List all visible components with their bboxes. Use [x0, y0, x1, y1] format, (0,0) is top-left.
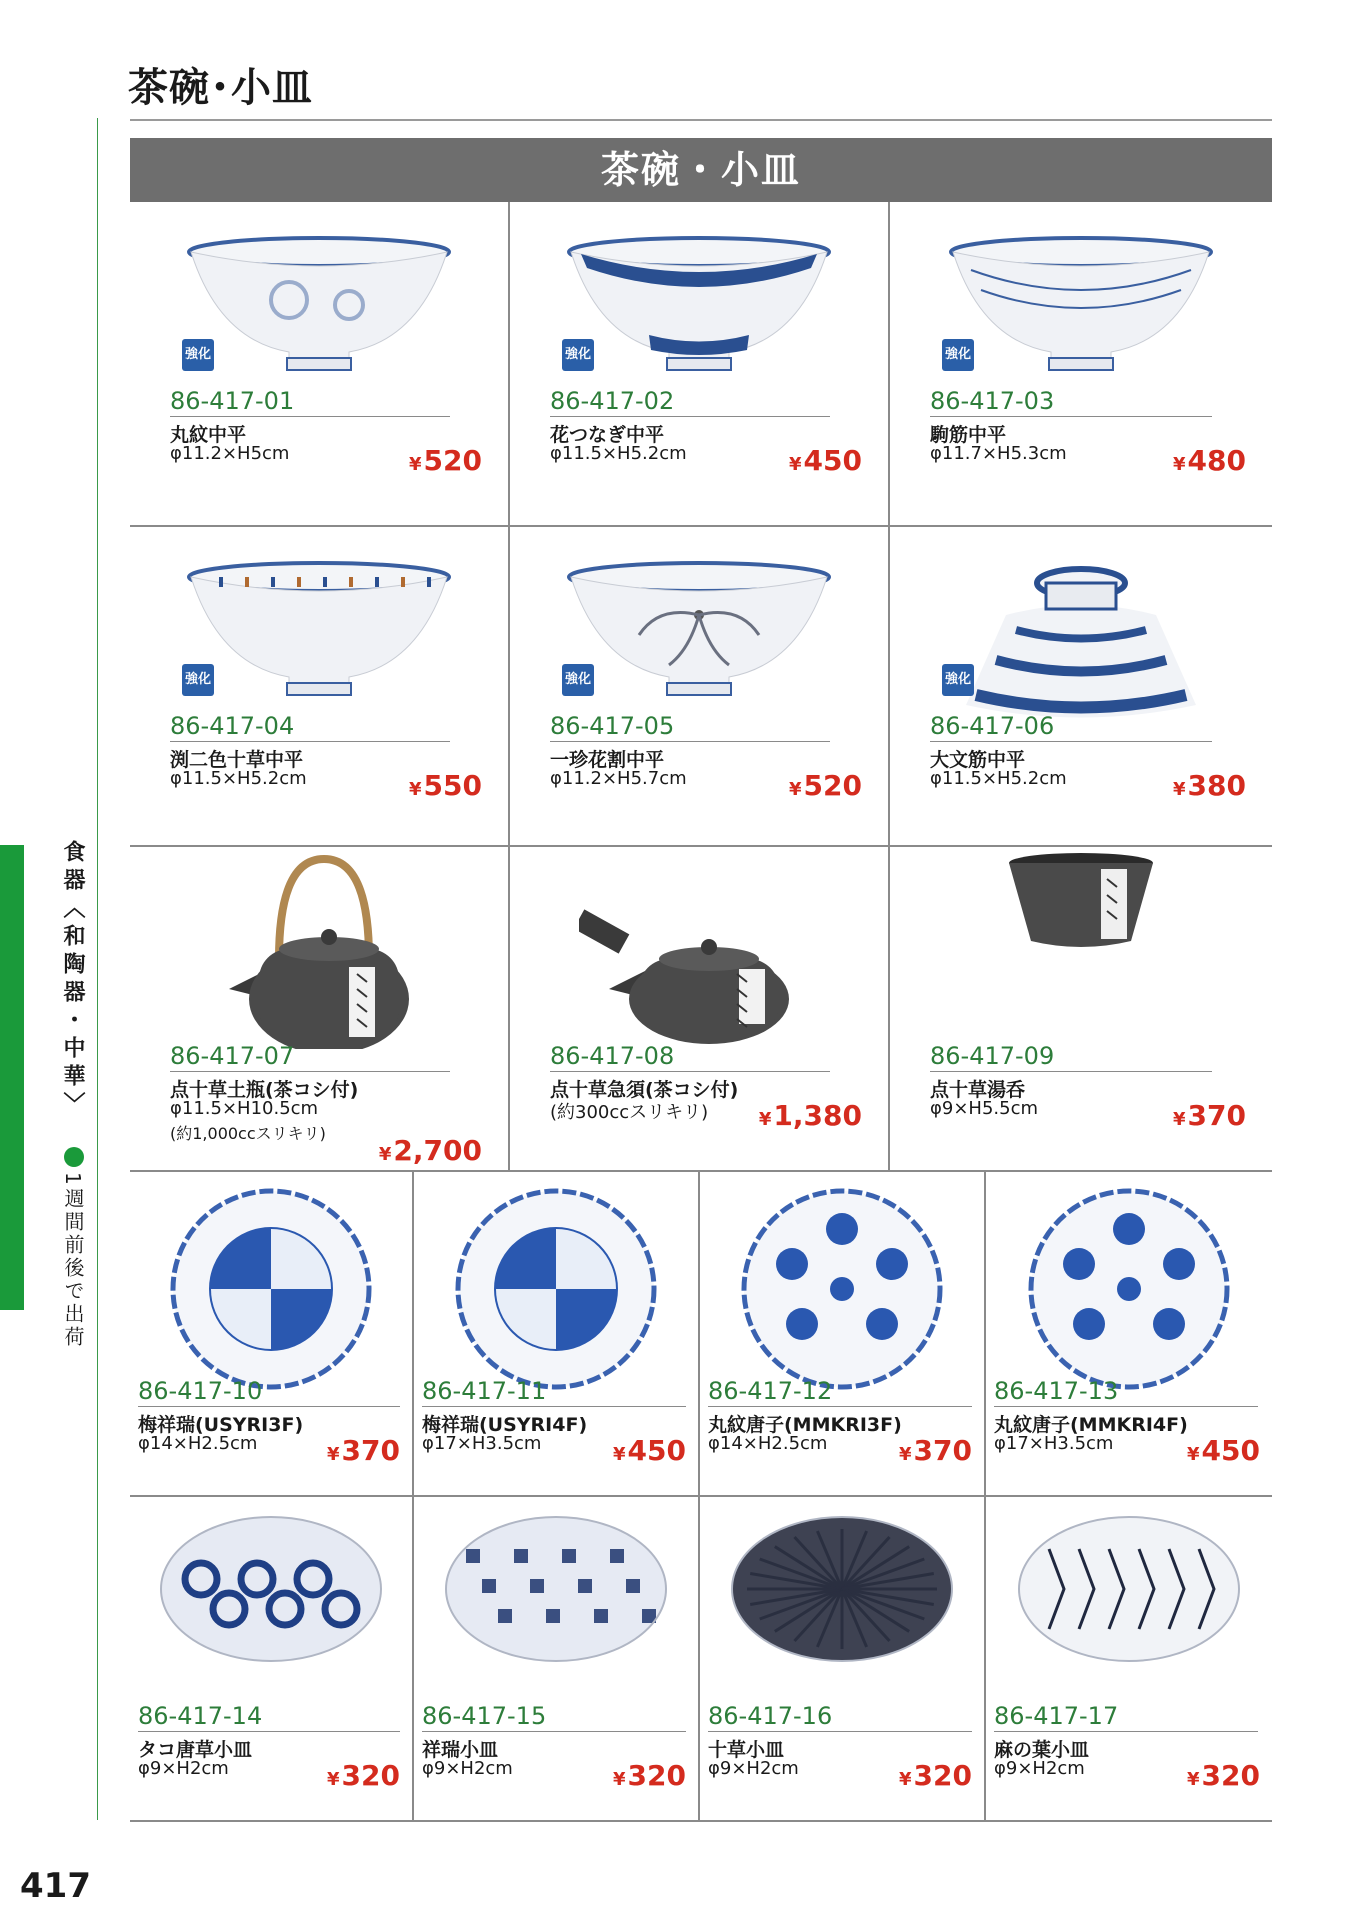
yen-symbol: ¥ — [1187, 1769, 1200, 1790]
product-card[interactable] — [414, 1497, 700, 1822]
yen-symbol: ¥ — [789, 454, 802, 475]
product-name: 丸紋中平 — [170, 424, 247, 446]
product-price — [1173, 444, 1246, 477]
product-code: 86-417-11 — [422, 1377, 547, 1405]
price-value: 370 — [913, 1434, 972, 1467]
code-underline — [994, 1731, 1258, 1732]
price-value: 320 — [341, 1759, 400, 1792]
product-image — [130, 849, 508, 1049]
product-card[interactable] — [130, 1497, 414, 1822]
reinforced-badge: 強化 — [942, 339, 974, 371]
product-code: 86-417-01 — [170, 387, 295, 415]
code-underline — [422, 1406, 686, 1407]
product-card[interactable] — [510, 527, 890, 847]
product-price — [1173, 1099, 1246, 1132]
code-underline — [708, 1731, 972, 1732]
code-underline — [930, 1071, 1212, 1072]
product-code: 86-417-15 — [422, 1702, 547, 1730]
side-shipping-label: 1週間前後で出荷 — [61, 1172, 85, 1349]
yen-symbol: ¥ — [613, 1444, 626, 1465]
product-card[interactable] — [700, 1172, 986, 1497]
product-row — [130, 1497, 1272, 1822]
product-card[interactable] — [130, 527, 510, 847]
product-price — [409, 444, 482, 477]
product-price — [327, 1759, 400, 1792]
price-value: 480 — [1187, 444, 1246, 477]
yen-symbol: ¥ — [327, 1444, 340, 1465]
code-underline — [170, 741, 450, 742]
product-dimensions: φ11.7×H5.3cm — [930, 443, 1067, 464]
product-name: 梅祥瑞(USYRI3F) — [138, 1414, 304, 1436]
product-capacity-note: (約1,000ccスリキリ) — [170, 1124, 326, 1143]
product-dimensions: φ9×H2cm — [138, 1758, 229, 1779]
product-name: 丸紋唐子(MMKRI4F) — [994, 1414, 1188, 1436]
price-value: 450 — [803, 444, 862, 477]
reinforced-badge: 強化 — [942, 664, 974, 696]
product-code: 86-417-04 — [170, 712, 295, 740]
page-number: 417 — [20, 1866, 91, 1906]
yen-symbol: ¥ — [613, 1769, 626, 1790]
code-underline — [550, 1071, 830, 1072]
product-card[interactable] — [986, 1497, 1272, 1822]
product-name: 点十草急須(茶コシ付) — [550, 1079, 739, 1101]
product-price — [327, 1434, 400, 1467]
product-name: タコ唐草小皿 — [138, 1739, 253, 1761]
product-name: 点十草湯呑 — [930, 1079, 1026, 1101]
yen-symbol: ¥ — [1173, 454, 1186, 475]
product-row — [130, 847, 1272, 1172]
product-code: 86-417-06 — [930, 712, 1055, 740]
product-name: 十草小皿 — [708, 1739, 785, 1761]
product-name: 花つなぎ中平 — [550, 424, 665, 446]
code-underline — [930, 741, 1212, 742]
product-image — [986, 1184, 1272, 1394]
product-card[interactable] — [130, 847, 510, 1172]
product-code: 86-417-09 — [930, 1042, 1055, 1070]
yen-symbol: ¥ — [1173, 779, 1186, 800]
product-card[interactable] — [510, 202, 890, 527]
price-value: 520 — [423, 444, 482, 477]
side-category-tab — [0, 845, 24, 1310]
price-value: 550 — [423, 769, 482, 802]
product-dimensions: φ9×H2cm — [708, 1758, 799, 1779]
code-underline — [170, 416, 450, 417]
reinforced-badge: 強化 — [562, 339, 594, 371]
product-row — [130, 527, 1272, 847]
product-code: 86-417-13 — [994, 1377, 1119, 1405]
price-value: 450 — [1201, 1434, 1260, 1467]
product-image — [510, 849, 888, 1049]
reinforced-badge: 強化 — [562, 664, 594, 696]
product-dimensions: φ9×H5.5cm — [930, 1098, 1038, 1119]
yen-symbol: ¥ — [789, 779, 802, 800]
product-code: 86-417-05 — [550, 712, 675, 740]
price-value: 370 — [1187, 1099, 1246, 1132]
product-name: 大文筋中平 — [930, 749, 1026, 771]
yen-symbol: ¥ — [899, 1769, 912, 1790]
product-price — [899, 1434, 972, 1467]
price-value: 320 — [913, 1759, 972, 1792]
product-price — [789, 769, 862, 802]
product-price — [759, 1099, 862, 1132]
product-code: 86-417-14 — [138, 1702, 263, 1730]
product-code: 86-417-07 — [170, 1042, 295, 1070]
code-underline — [994, 1406, 1258, 1407]
product-code: 86-417-02 — [550, 387, 675, 415]
product-code: 86-417-16 — [708, 1702, 833, 1730]
section-band-title: 茶碗・小皿 — [130, 138, 1272, 202]
product-dimensions: φ11.5×H10.5cm — [170, 1098, 319, 1119]
product-dimensions: (約300ccスリキリ) — [550, 1102, 709, 1123]
product-code: 86-417-03 — [930, 387, 1055, 415]
product-dimensions: φ17×H3.5cm — [994, 1433, 1114, 1454]
code-underline — [708, 1406, 972, 1407]
product-image — [700, 1184, 984, 1394]
price-value: 2,700 — [393, 1134, 482, 1167]
product-image — [890, 555, 1272, 725]
reinforced-badge: 強化 — [182, 664, 214, 696]
price-value: 1,380 — [773, 1099, 862, 1132]
price-value: 380 — [1187, 769, 1246, 802]
product-code: 86-417-12 — [708, 1377, 833, 1405]
yen-symbol: ¥ — [758, 1109, 772, 1130]
code-underline — [550, 416, 830, 417]
product-dimensions: φ17×H3.5cm — [422, 1433, 542, 1454]
product-image — [414, 1184, 698, 1394]
side-category-label: 食器〈和陶器・中華〉 — [60, 840, 85, 1120]
yen-symbol: ¥ — [899, 1444, 912, 1465]
product-dimensions: φ14×H2.5cm — [708, 1433, 828, 1454]
price-value: 370 — [341, 1434, 400, 1467]
code-underline — [550, 741, 830, 742]
product-row — [130, 202, 1272, 527]
product-dimensions: φ11.5×H5.2cm — [170, 768, 307, 789]
product-name: 祥瑞小皿 — [422, 1739, 499, 1761]
product-image — [130, 1509, 412, 1669]
product-price — [1187, 1759, 1260, 1792]
product-dimensions: φ11.2×H5.7cm — [550, 768, 687, 789]
yen-symbol: ¥ — [327, 1769, 340, 1790]
yen-symbol: ¥ — [1173, 1109, 1186, 1130]
product-card[interactable] — [130, 1172, 414, 1497]
product-card[interactable] — [700, 1497, 986, 1822]
product-card[interactable] — [130, 202, 510, 527]
product-dimensions: φ11.2×H5cm — [170, 443, 290, 464]
product-card[interactable] — [890, 202, 1272, 527]
shipping-dot-icon — [64, 1147, 84, 1167]
product-card[interactable] — [890, 847, 1272, 1172]
yen-symbol: ¥ — [409, 779, 422, 800]
product-dimensions: φ11.5×H5.2cm — [930, 768, 1067, 789]
product-image — [890, 849, 1272, 959]
page-title: 茶碗･小皿 — [128, 64, 313, 111]
product-image — [130, 1184, 412, 1394]
price-value: 450 — [627, 1434, 686, 1467]
product-price — [613, 1759, 686, 1792]
product-name: 一珍花割中平 — [550, 749, 665, 771]
yen-symbol: ¥ — [409, 454, 422, 475]
product-row — [130, 1172, 1272, 1497]
product-name: 梅祥瑞(USYRI4F) — [422, 1414, 588, 1436]
code-underline — [170, 1071, 450, 1072]
product-price — [379, 1134, 482, 1167]
product-dimensions: φ9×H2cm — [422, 1758, 513, 1779]
product-code: 86-417-08 — [550, 1042, 675, 1070]
product-code: 86-417-10 — [138, 1377, 263, 1405]
product-dimensions: φ9×H2cm — [994, 1758, 1085, 1779]
price-value: 520 — [803, 769, 862, 802]
product-card[interactable] — [414, 1172, 700, 1497]
product-dimensions: φ11.5×H5.2cm — [550, 443, 687, 464]
product-name: 点十草土瓶(茶コシ付) — [170, 1079, 359, 1101]
code-underline — [422, 1731, 686, 1732]
yen-symbol: ¥ — [1187, 1444, 1200, 1465]
product-name: 丸紋唐子(MMKRI3F) — [708, 1414, 902, 1436]
product-price — [899, 1759, 972, 1792]
product-image — [986, 1509, 1272, 1669]
code-underline — [138, 1406, 400, 1407]
product-card[interactable] — [986, 1172, 1272, 1497]
product-image — [414, 1509, 698, 1669]
yen-symbol: ¥ — [378, 1144, 392, 1165]
product-name: 渕二色十草中平 — [170, 749, 304, 771]
product-price — [613, 1434, 686, 1467]
product-price — [409, 769, 482, 802]
left-margin-rule — [97, 118, 98, 1820]
product-code: 86-417-17 — [994, 1702, 1119, 1730]
code-underline — [138, 1731, 400, 1732]
reinforced-badge: 強化 — [182, 339, 214, 371]
price-value: 320 — [627, 1759, 686, 1792]
product-price — [789, 444, 862, 477]
product-card[interactable] — [890, 527, 1272, 847]
product-name: 駒筋中平 — [930, 424, 1007, 446]
product-image — [700, 1509, 984, 1669]
product-price — [1187, 1434, 1260, 1467]
price-value: 320 — [1201, 1759, 1260, 1792]
product-dimensions: φ14×H2.5cm — [138, 1433, 258, 1454]
code-underline — [930, 416, 1212, 417]
product-price — [1173, 769, 1246, 802]
product-card[interactable] — [510, 847, 890, 1172]
product-name: 麻の葉小皿 — [994, 1739, 1090, 1761]
title-rule — [130, 119, 1272, 121]
